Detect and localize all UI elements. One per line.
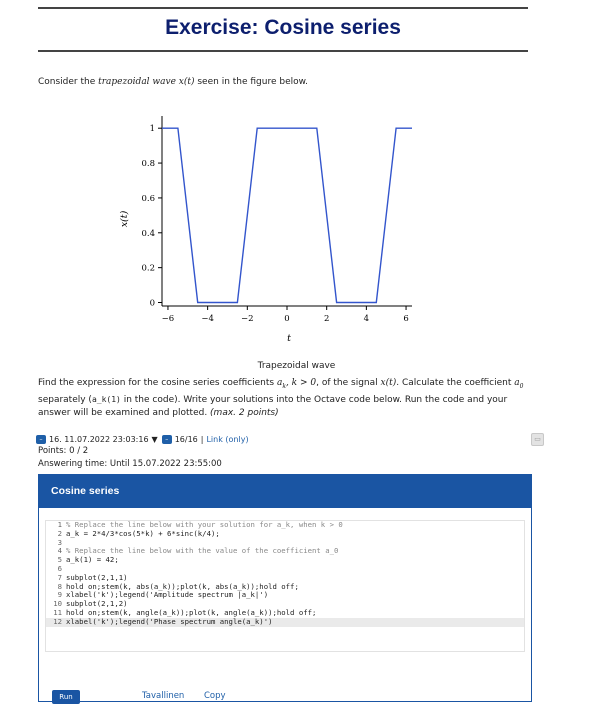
- intro-func: x(t): [178, 77, 195, 87]
- code-text[interactable]: a_k(1) = 42;: [66, 555, 119, 565]
- points-note: (max. 2 points): [210, 407, 279, 418]
- inline-code: a_k(1): [91, 394, 121, 404]
- x-tick-label: 4: [363, 314, 370, 324]
- y-tick-label: 0.4: [141, 228, 155, 239]
- line-number: 10: [53, 599, 62, 609]
- x-axis-label: t: [287, 333, 291, 344]
- page-title: Exercise: Cosine series: [165, 16, 401, 39]
- line-number: 5: [57, 555, 62, 565]
- code-text[interactable]: subplot(2,1,2): [66, 599, 128, 609]
- y-tick-label: 0.6: [141, 193, 155, 204]
- code-text[interactable]: hold on;stem(k, angle(a_k));plot(k, angle(a_k));hold off;: [66, 607, 317, 617]
- line-number: 1: [57, 520, 62, 529]
- submission-bar: [36, 433, 249, 445]
- code-text[interactable]: a_k = 2*4/3*cos(5*k) + 6*sinc(k/4);: [66, 528, 220, 538]
- line-number: 12: [53, 616, 62, 626]
- line-number: 6: [57, 563, 62, 573]
- panel-title: Cosine series: [39, 475, 531, 508]
- code-text[interactable]: hold on;stem(k, abs(a_k));plot(k, abs(a_k));hold off;: [66, 581, 299, 591]
- x-tick-label: 0: [284, 314, 290, 324]
- y-tick-label: 0.8: [141, 159, 155, 170]
- line-number: 7: [57, 572, 62, 582]
- expand-icon[interactable]: ▭: [531, 433, 544, 446]
- code-line[interactable]: [46, 556, 524, 565]
- code-text[interactable]: subplot(2,1,1): [66, 572, 128, 582]
- submission-count: 16/16: [174, 434, 198, 444]
- y-tick-label: 1: [149, 124, 155, 135]
- code-editor[interactable]: [45, 520, 525, 652]
- x-tick-label: 2: [323, 314, 330, 324]
- run-button[interactable]: Run: [52, 690, 80, 704]
- task-description: Find the expression for the cosine series coefficients $a_k$, k > 0, of the signal x(t). Calculate the coefficient $a_0$ separately (a_k(1) in the code). Write your solutions into the Octave code below. Run the code and your answer will be examined and plotted. (max. 2 points): [38, 378, 524, 418]
- code-line[interactable]: [46, 618, 524, 627]
- code-text[interactable]: xlabel('k');legend('Phase spectrum angle(a_k)'): [66, 616, 273, 626]
- code-line[interactable]: [46, 530, 524, 539]
- save-mode-link[interactable]: Tavallinen: [142, 691, 185, 701]
- line-number: 4: [57, 546, 62, 556]
- x-tick-label: 6: [403, 314, 409, 324]
- code-text[interactable]: xlabel('k');legend('Amplitude spectrum |a_k|'): [66, 590, 269, 600]
- intro-term: trapezoidal wave: [98, 77, 176, 87]
- copy-link[interactable]: Copy: [204, 691, 226, 701]
- line-number: 2: [57, 528, 62, 538]
- x-tick-label: −2: [241, 314, 254, 324]
- points-text: Points: 0 / 2: [38, 446, 89, 456]
- y-tick-label: 0: [149, 298, 155, 309]
- line-number: 3: [57, 537, 62, 547]
- answering-time: Answering time: Until 15.07.2022 23:55:00: [38, 459, 222, 469]
- x-tick-label: −6: [161, 314, 175, 324]
- y-axis-label: x(t): [119, 210, 130, 228]
- separator: |: [200, 434, 204, 444]
- chevron-down-icon[interactable]: ▼: [151, 434, 158, 444]
- submission-select[interactable]: 16. 11.07.2022 23:03:16: [49, 434, 149, 444]
- line-number: 8: [57, 581, 62, 591]
- line-number: 9: [57, 590, 62, 600]
- link-only[interactable]: Link (only): [206, 434, 249, 444]
- y-tick-label: 0.2: [141, 263, 155, 274]
- figure-caption: Trapezoidal wave: [257, 361, 336, 371]
- x-tick-label: −4: [201, 314, 214, 324]
- collapse-icon[interactable]: –: [36, 435, 46, 444]
- waveform-line: [162, 128, 412, 302]
- history-icon[interactable]: –: [162, 435, 172, 444]
- intro-text: Consider the trapezoidal wave x(t) seen in the figure below.: [38, 77, 309, 87]
- code-text[interactable]: % Replace the line below with the value of the coefficient a_0: [66, 546, 339, 556]
- line-number: 11: [53, 607, 62, 617]
- code-text[interactable]: % Replace the line below with your solution for a_k, when k > 0: [66, 520, 343, 529]
- cosine-series-panel: [38, 474, 532, 702]
